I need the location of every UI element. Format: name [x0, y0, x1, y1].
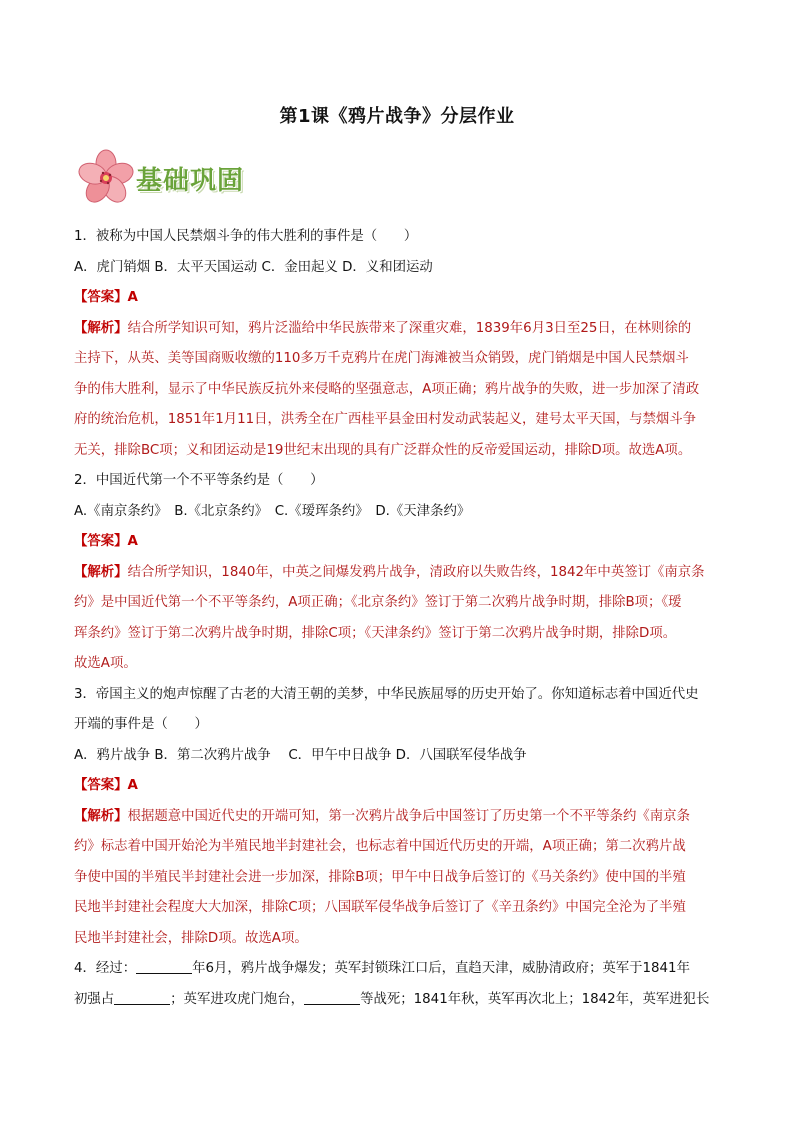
- question-3-stem: 开端的事件是（ ）: [74, 717, 208, 732]
- question-4-text: 等战死；1841年秋，英军再次北上；1842年，英军进犯长: [360, 991, 710, 1007]
- question-4-text: ；英军进攻虎门炮台，: [170, 991, 305, 1007]
- question-2-answer: 【答案】A: [74, 534, 138, 549]
- analysis-text: 根据题意中国近代史的开端可知，第一次鸦片战争后中国签订了历史第一个不平等条约《南京条: [127, 808, 690, 824]
- question-2-analysis-line: 约》是中国近代第一个不平等条约，A项正确；《北京条约》签订于第二次鸦片战争时期，排除B项；《瑷: [74, 595, 682, 610]
- question-2-analysis-line: [74, 558, 726, 589]
- question-1-analysis-line: 争的伟大胜利，显示了中华民族反抗外来侵略的坚强意志，A项正确；鸦片战争的失败，进一步加深了清政: [74, 381, 700, 397]
- question-1-analysis-line: [74, 314, 726, 345]
- question-1-analysis-line: 主持下，从英、美等国商贩收缴的110多万千克鸦片在虎门海滩被当众销毁，虎门销烟是中国人民禁烟斗: [74, 351, 689, 366]
- question-4-text: 年6月，鸦片战争爆发；英军封锁珠江口后，直趋天津，威胁清政府；英军于1841年: [192, 961, 690, 976]
- question-3-stem: 3．帝国主义的炮声惊醒了古老的大清王朝的美梦，中华民族屈辱的历史开始了。你知道标志着中国近代史: [74, 686, 699, 702]
- fill-blank[interactable]: [136, 959, 192, 974]
- question-3-analysis-line: [74, 802, 726, 833]
- flower-icon: [76, 148, 134, 206]
- question-2-stem: 2．中国近代第一个不平等条约是（ ）: [74, 473, 324, 488]
- question-list: [74, 222, 726, 1015]
- question-2-analysis-line: 故选A项。: [74, 656, 137, 671]
- question-4-text: 初强占: [74, 991, 115, 1007]
- question-2-options: A.《南京条约》 B.《北京条约》 C.《瑷珲条约》 D.《天津条约》: [74, 503, 471, 519]
- analysis-tag: 【解析】: [74, 320, 128, 336]
- fill-blank[interactable]: [114, 990, 170, 1005]
- question-1-answer: 【答案】A: [74, 290, 138, 305]
- question-1-stem: 1．被称为中国人民禁烟斗争的伟大胜利的事件是（ ）: [74, 229, 418, 244]
- question-3-analysis-line: 争使中国的半殖民半封建社会进一步加深，排除B项；甲午中日战争后签订的《马关条约》使中国的半殖: [74, 869, 686, 885]
- analysis-text: 结合所学知识可知，鸦片泛滥给中华民族带来了深重灾难，1839年6月3日至25日，在林则徐的: [127, 320, 692, 336]
- section-label: 基础巩固: [136, 166, 245, 196]
- fill-blank[interactable]: [304, 990, 360, 1005]
- question-3-analysis-line: 民地半封建社会程度大大加深，排除C项；八国联军侵华战争后签订了《辛丑条约》中国完全沦为了半殖: [74, 900, 686, 915]
- question-4-text: 4．经过：: [74, 961, 137, 976]
- question-4-line: [74, 954, 726, 985]
- question-3-answer: 【答案】A: [74, 778, 138, 793]
- question-1-analysis-line: 府的统治危机，1851年1月11日，洪秀全在广西桂平县金田村发动武装起义，建号太平天国，与禁烟斗争: [74, 412, 697, 427]
- page-title: 第1课《鸦片战争》分层作业: [279, 106, 515, 127]
- question-3-analysis-line: 民地半封建社会，排除D项。故选A项。: [74, 930, 308, 946]
- analysis-tag: 【解析】: [74, 808, 128, 824]
- analysis-text: 结合所学知识，1840年，中英之间爆发鸦片战争，清政府以失败告终，1842年中英签订《南京条: [127, 564, 705, 580]
- analysis-tag: 【解析】: [74, 564, 128, 580]
- section-header: [76, 148, 276, 208]
- question-3-options: A．鸦片战争 B．第二次鸦片战争 C．甲午中日战争 D．八国联军侵华战争: [74, 747, 527, 763]
- question-1-options: A．虎门销烟 B．太平天国运动 C．金田起义 D．义和团运动: [74, 259, 433, 275]
- question-3-analysis-line: 约》标志着中国开始沦为半殖民地半封建社会，也标志着中国近代历史的开端，A项正确；第二次鸦片战: [74, 839, 686, 854]
- question-4-line: [74, 985, 726, 1016]
- question-2-analysis-line: 珲条约》签订于第二次鸦片战争时期，排除C项；《天津条约》签订于第二次鸦片战争时期，排除D项。: [74, 625, 677, 641]
- question-1-analysis-line: 无关，排除BC项；义和团运动是19世纪末出现的具有广泛群众性的反帝爱国运动，排除D项。故选A项。: [74, 442, 692, 458]
